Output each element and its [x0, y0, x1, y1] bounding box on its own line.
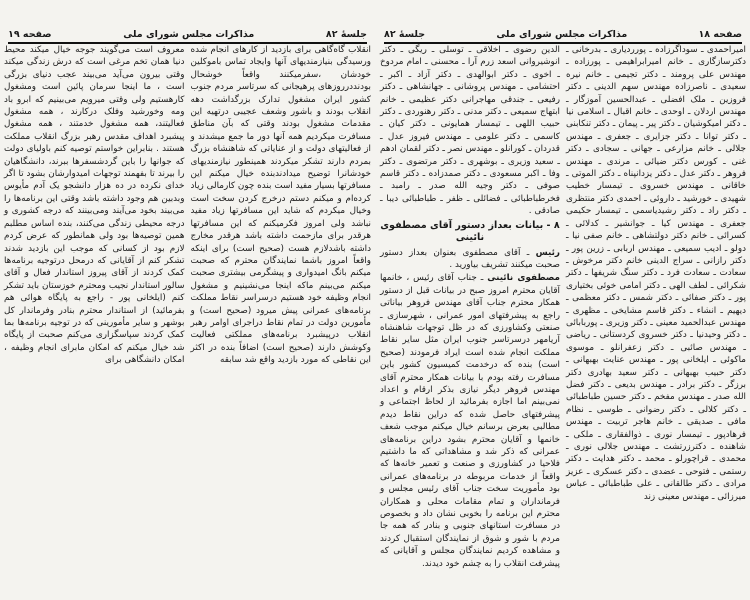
running-title: مذاکرات مجلس شورای ملی [496, 29, 628, 40]
column-right [191, 44, 372, 368]
speech [380, 247, 560, 272]
speech [380, 272, 560, 570]
attendance-list: امیراحمدی ـ سوداگرزاده ـ پورردیاری ـ بدرخانی ـ دکترسازگاری ـ خانم امیرابراهیمی ـ پورزاده ـ مهندس علی پرومند ـ دکتر تجیمی ـ خانم نیره سعیدی ـ ناصرزاده مهندس سهم الدینی ـ دکتر فروزین ـ ملک افضلی ـ عبدالحسین آموزگار ـ مهندس اردلان ـ اوحدی ـ خانم اقبال ـ اسلامی نیا ـ دکتر امیکوشیان ـ دکتر پیر ـ پیمان ـ دکتر تنکابنی ـ دکتر توانا ـ دکتر جزایری ـ جعفری ـ مهندس جلالی ـ خانم مزارعی ـ جهانی ـ سجادی ـ دکتر غنی ـ کورس دکتر ضیائی ـ مرندی ـ مهندس فروهر ـ دکتر عدل ـ دکتر یزدانپناه ـ دکتر الموتی ـ خاقانی ـ مهندس خسروی ـ تیمسار خطیب شهیدی ـ خورشید ـ داروئی ـ احمدی دکتر منتظری ـ دکتر راد ـ دکتر رشیدیاسمی ـ تیمسار حکیمی جعفری ـ مهندس کیا ـ جوانشیر ـ کدلائی ـ کسرائی ـ خانم دکتر دولتشاهی ـ خانم صفی نیا ـ دولو ـ ادیب سمیعی ـ مهندس اربابی ـ زرین پور ـ دکتر رازانی ـ سراج الدینی خانم دکتر مرخوش ـ سعادت ـ سعادت فرد ـ دکتر سنگ شریفها ـ دکتر شکرائی ـ لطف الهی ـ دکتر امامی خوئی بختیاری پور ـ دکتر صفائی ـ دکتر شمس ـ دکتر معظمی ـ دیهیم ـ انشاء ـ دکتر قاسم مشایخی ـ مظهری ـ مهندس عبدالحمید معینی ـ دکتر وزیری ـ پوربابائی ـ دکتر وحیدنیا ـ دکتر خسروی کردستانی ـ ریاضی ـ مهندس صائبی ـ دکتر زعفرانلو ـ موسوی ماکوئی ـ ایلخانی پور ـ مهندس عنایت بهبهانی ـ دکتر حبیب بهبهانی ـ دکتر سعید بهادری دکتر برزگر ـ دکتر برادر ـ مهندس بدیعی ـ دکتر فضل الله صدر ـ مهندس مفخم ـ دکتر حسین طباطبائی ـ دکتر کلالی ـ دکتر رضوانی ـ طوسی ـ نظام مافی ـ صدیقی ـ خانم هاجر تربیت ـ مهندس فرهادپور ـ تیمسار نوری ـ ذوالفقاری ـ ملکی ـ شاهنده ـ دکترزرتشت ـ مهندس جلالی نوری ـ محمدی ـ قراچورلو ـ محمد ـ دکتر هدایت ـ دکتر رستمی ـ فتوحی ـ عضدی ـ دکتر عسکری ـ عزیز مرادی ـ دکتر طالقانی ـ علی طباطبائی ـ عباس میرزائی ـ مهندس معینی زند [566, 45, 746, 502]
attendance-list: الدین رضوی ـ اخلاقی ـ توسلی ـ ریگی ـ دکتر انوشیروانی اسعد زرم آرا ـ محسنی ـ امام مردوخ ـ اخوی ـ دکتر ابوالهدی ـ دکتر آزاد ـ اکبر ـ احتشامی ـ مهندس پروشانی ـ جهانشاهی ـ دکتر رفیعی ـ جندقی مهاجرانی دکتر عظیمی ـ خانم ابتهاج سمیعی ـ دکتر مدنی ـ دکتر رهنوردی ـ دکتر حبیب اللهی ـ تیمسار همایونی ـ دکتر کیان ـ کاسمی ـ دکتر علومی ـ مهندس فیروز عدل ـ قدردان ـ کورانلو ـ مهندس نصر ـ دکتر لقمان ادهم ـ سعید وزیری ـ بوشهری ـ دکتر مرتضوی ـ دکتر وفا ـ اکبر مسعودی ـ دکتر صمدزاده ـ دکتر قاسم صوفی ـ دکتر وجیه الله صدر ـ رامبد ـ فخرطباطبائی ـ فضائلی ـ ظفر ـ طباطبائی دیبا ـ صادقی . [380, 45, 560, 217]
speech-text: ـ جناب آقای رئیس ، خانمها آقایان محترم امروز صبح در بیانات قبل از دستور همکار محترم جناب آقای مهندس فروهر بیاناتی راجع به پیشرفتهای امور عمرانی ، شهرسازی ـ صنعتی وکشاورزی که در ظل توجهات شاهنشاه آریامهر درسرتاسر جنوب ایران مثل سایر نقاط مملکت انجام شده است ایراد فرمودند (صحیح است) بنده که درخدمت کمیسیون کشور باین مسافرت رفته بودم با بیانات همکار محترم آقای مهندس فروهر دیگر نیازی بذکر ارقام و اعداد نمی‌بینم اما اجازه بفرمائید از لحاظ اجتماعی و پیشرفتهای حاصل شده که دراین نقاط دیدم مطالبی بعرض برسانم خیال میکنم موجب شعف خانمها و آقایان محترم بشود دراین برنامه‌های عمرانی که ذکر شد و مشاهداتی که ما داشتیم فلاحیا در کشاورزی و صنعت و تعمیر خانه‌ها که واقعاً از خدمات مربوطه در برنامه‌های عمرانی بود مأموریت سخت جناب آقای رئیس مجلس و فرمانداران و تمام مقامات محلی و همکاران محترم این برنامه را بخوبی نشان داد و بخصوص در مسافرت استانهای جنوبی و بنادر که همه جا مردم با شور و شوق از نمایندگان استقبال کردند و مشاهده کردیم نمایندگان مجلس و آقایانی که پیشرفت انقلاب را به چشم خود دیدند. [380, 273, 560, 569]
page-number: صفحه ۱۸ [698, 29, 742, 40]
paragraph: معروف است می‌گویند جوجه خیال میکند محیط دنیا همان تخم مرغی است که درش زندگی میکند وقتی بیرون می‌آید می‌بیند عجب دنیای بزرگی است ، ما اینجا سرمان پائین است ومشغول کارهستیم ولی وقتی میرویم می‌بینیم که ابرو باد ومه وخورشید وفلک درکارند ، همه مشغول فعالیتند، همه مشغول خدمتند ، همه مشغول پیشبرد اهداف مقدس رهبر بزرگ انقلاب مملکت هستند . بنابراین خواستم توصیه کنم باولیای دولت که جوانها را باین گردشسفرها ببرند، دانشگاهیان را بیرند تا بفهمند توجهات امیدوارشان بشود تا اگر خدای نکرده در ده هزار دانشجو یک آدم مأیوس وبدبین هم وجود داشته باشد وقتی این برنامه‌ها را می‌بیند بخود می‌آیند ومی‌بینند که درجه کشوری و درجه محیطی زندگی می‌کنند، بنده اساس مطلبم همین توصیه‌ها بود ولی همانطور که عرض کردم لازم بود از کسانی که موجب این بازدید شدند تشکر کنم از آقایانی که درمحل درتوجیه برنامه‌ها کمک کردند از آقای پیروز استاندار فعال و آقای سالور استاندار نجیب ومحترم خوزستان باید تشکر کنم (ایلخانی پور - راجع به پایگاه هوائی هم بفرمائید) از استاندار محترم بنادر وفرماندار کل بوشهر و سایر مأمورینی که در توجیه برنامه‌ها بما کمک کردند سپاسگزاری می‌کنم صحبت از پایگاه شد خیال میکنم که امکان مابرای انجام وظیفه ، امکان دانشگاهی برای [4, 45, 185, 366]
speech-text: ـ آقای مصطفوی بعنوان بعداز دستور صحبت میکنند تشریف بیاورید . [380, 247, 560, 270]
speaker-name: رئیس [535, 247, 560, 258]
column-left [4, 44, 185, 368]
text-columns [380, 44, 746, 571]
page-number: صفحه ۱۹ [8, 29, 52, 40]
text-columns [4, 44, 371, 368]
running-title: مذاکرات مجلس شورای ملی [123, 29, 255, 40]
speaker-name: مصطفوی نائینی [487, 273, 560, 284]
session-number: جلسهٔ ۸۲ [384, 29, 426, 40]
column-left [380, 44, 560, 571]
column-right [566, 44, 746, 571]
paragraph: انقلاب گاه‌گاهی برای بازدید از کارهای انجام شده ورسیدگی بنیازمندیهای آنها وایجاد تماس باموکلین خودشان ،سفرمیکنند واقعاً خوشحال بودنددرروزهای پرهیجانی که سرتاسر مردم جنوب کشور ایران مشغول تدارک بزرگداشت دهه انقلاب بودند و باشور وشعف عجیبی درتهیه این مقدمات مشغول بودند وقتی که بآن مناطق مسافرت میکردیم همه آنها دور ما جمع میشدند و از فعالیتهای دولت و از عنایاتی که شاهنشاه بزرگ بمردم دارند تشکر میکردند همینطور نیازمندیهای خودشانرا توضیح میدادندبنده خیال میکنم این مسافرتها بسیار مفید است بنده چون کارمالی زیاد کرده‌ام و میکنم دستم درخرج کردن سخت است وخیال میکردم که شاید این مسافرتها زیاد مفید نباشد ولی امروز فکرمیکنم که این مسافرتها هرقدر برای مازحمت داشته باشد هرقدر مخارج داشته باشدلازم هست (صحیح است) برای اینکه واقعاً امروز باشما نمایندگان محترم که صحبت میکنم بانگ امیدواری و پیشگرمی بیشتری صحبت میکنم می‌بینم ماکه اینجا می‌نشینیم و مشغول انجام وظیفه خود هستیم درسراسر نقاط مملکت برنامه‌های عمرانی پیش میرود (صحیح است) و مأمورین دولت در تمام نقاط دراجرای اوامر رهبر انقلاب درپیشبرد برنامه‌های مملکتی فعالیت وکوشش دارند (صحیح است) اضافاً بنده در اکثر این نقاطی که مورد بازدید واقع شد سابقه [190, 45, 371, 366]
page-header [384, 27, 742, 44]
section-heading: ۸ - بیانات بعداز دستور آقای مصطفوی نائینی [380, 219, 560, 244]
page-header [8, 27, 367, 44]
session-number: جلسهٔ ۸۲ [325, 29, 367, 40]
